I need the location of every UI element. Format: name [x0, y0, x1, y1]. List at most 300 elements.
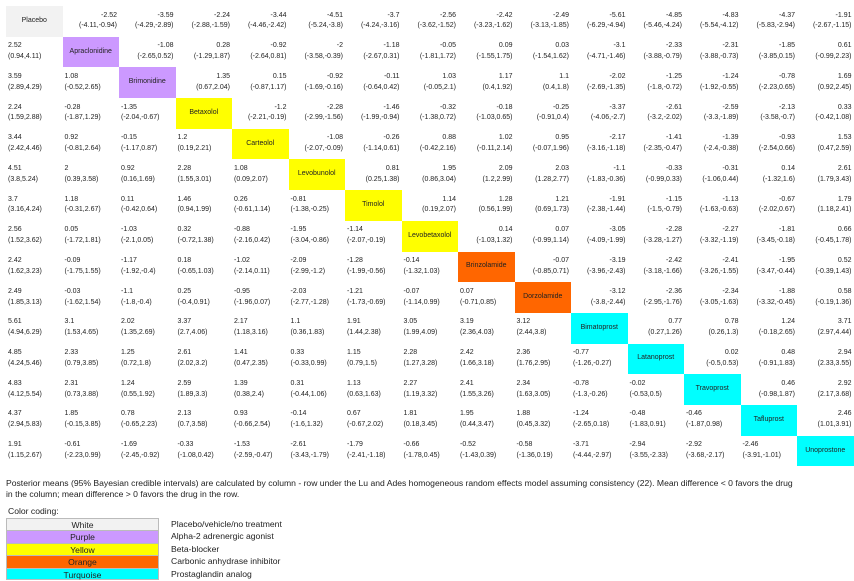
- cell-interval: (-2.41,-1.18): [347, 451, 386, 459]
- cell-interval: (0.72,1.8): [121, 359, 151, 367]
- cell-mean: -2.94: [629, 441, 646, 449]
- cell-interval: (-2.45,-0.92): [121, 451, 160, 459]
- table-cell: [571, 37, 628, 68]
- cell-mean: 2.17: [234, 318, 248, 326]
- cell-mean: -5.61: [609, 11, 626, 19]
- cell-mean: -0.81: [290, 195, 307, 203]
- table-cell: [232, 252, 289, 283]
- table-cell: [176, 344, 233, 375]
- cell-mean: -0.07: [403, 287, 420, 295]
- cell-interval: (-4.06,-2.7): [590, 114, 626, 122]
- table-cell: [628, 436, 685, 467]
- cell-mean: -2.28: [327, 103, 343, 111]
- table-cell: [515, 98, 572, 129]
- cell-interval: (-0.98,1.87): [758, 390, 795, 398]
- table-row: [6, 282, 854, 313]
- cell-interval: (-1.63,-0.63): [699, 206, 739, 214]
- cell-mean: 4.51: [8, 164, 22, 172]
- table-cell: [63, 313, 120, 344]
- cell-mean: 1.14: [442, 195, 456, 203]
- table-cell: [63, 405, 120, 436]
- cell-mean: 0.15: [272, 72, 287, 80]
- cell-interval: (-1.73,-0.69): [347, 298, 386, 306]
- table-cell: [232, 282, 289, 313]
- cell-interval: (-1.83,-0.36): [586, 175, 626, 183]
- table-cell: [741, 159, 798, 190]
- drug-label: Tafluprost: [741, 405, 798, 436]
- cell-mean: -0.05: [440, 42, 456, 50]
- cell-mean: -0.66: [403, 441, 420, 449]
- cell-mean: -0.03: [64, 287, 81, 295]
- cell-mean: 0.18: [177, 257, 192, 264]
- cell-mean: -4.83: [722, 11, 739, 19]
- table-cell: [63, 67, 120, 98]
- cell-mean: 1.21: [555, 195, 569, 203]
- table-cell: [684, 405, 741, 436]
- cell-interval: (-0.71,0.85): [460, 298, 497, 306]
- table-cell: [515, 37, 572, 68]
- table-cell: [232, 98, 289, 129]
- cell-mean: 0.33: [290, 349, 305, 357]
- cell-mean: -1.03: [121, 226, 137, 234]
- table-cell: [6, 252, 63, 283]
- cell-interval: (-0.52,2.65): [64, 83, 101, 91]
- cell-mean: -2.17: [609, 134, 626, 142]
- cell-mean: -0.02: [629, 379, 646, 387]
- cell-interval: (0.19,2.07): [422, 206, 456, 214]
- cell-interval: (-2.23,0.65): [758, 83, 795, 91]
- cell-interval: (-4.71,-1.46): [586, 53, 626, 61]
- cell-interval: (-0.91,0.4): [536, 114, 569, 122]
- cell-mean: 1.91: [8, 441, 22, 449]
- legend-row-purple: [6, 530, 506, 542]
- cell-interval: (0.38,2.4): [234, 390, 264, 398]
- table-cell: [345, 67, 402, 98]
- cell-mean: 1.95: [460, 410, 474, 418]
- cell-interval: (-0.42,1.08): [815, 114, 852, 122]
- cell-interval: (-1.14,0.61): [363, 145, 400, 153]
- legend-row-white: [6, 518, 506, 530]
- table-cell: [6, 436, 63, 467]
- table-row: [6, 344, 854, 375]
- cell-mean: 1.1: [559, 72, 569, 80]
- cell-mean: -0.33: [177, 441, 194, 449]
- cell-interval: (1.99,4.09): [403, 329, 438, 337]
- cell-mean: -0.92: [327, 72, 343, 80]
- table-cell: [741, 190, 798, 221]
- cell-mean: -2.36: [666, 287, 682, 295]
- table-cell: [119, 98, 176, 129]
- legend-title: Color coding:: [8, 506, 59, 516]
- table-cell: [684, 6, 741, 37]
- cell-mean: 1.79: [837, 195, 852, 203]
- cell-interval: (-2.14,0.11): [234, 267, 270, 275]
- cell-mean: 2.42: [8, 257, 22, 264]
- cell-interval: (-1.69,-0.16): [304, 83, 343, 91]
- cell-interval: (0.63,1.63): [347, 390, 381, 398]
- cell-mean: -0.93: [779, 134, 795, 142]
- table-cell: [571, 405, 628, 436]
- cell-interval: (-1.96,0.07): [234, 298, 271, 306]
- table-cell: [797, 67, 854, 98]
- cell-interval: (1.63,3.05): [516, 390, 551, 398]
- table-cell: [232, 374, 289, 405]
- cell-interval: (1.18,3.16): [234, 329, 268, 337]
- cell-interval: (-1.32,1.6): [762, 175, 795, 183]
- drug-label: Bimatoprost: [571, 313, 628, 344]
- table-cell: [176, 6, 233, 37]
- cell-mean: 1.88: [516, 410, 531, 418]
- table-cell: [741, 37, 798, 68]
- table-cell: [515, 344, 572, 375]
- cell-interval: (0.79,1.5): [347, 359, 377, 367]
- cell-interval: (0.67,2.04): [196, 83, 230, 91]
- cell-interval: (2.17,3.68): [817, 390, 852, 398]
- table-cell: [6, 282, 63, 313]
- cell-interval: (-3.32,-1.19): [699, 237, 739, 245]
- table-cell: [119, 313, 176, 344]
- table-cell: [232, 190, 289, 221]
- cell-interval: (-0.91,1.83): [758, 359, 795, 367]
- cell-mean: -4.85: [666, 11, 682, 19]
- table-cell: [402, 67, 459, 98]
- cell-mean: -2.03: [290, 287, 307, 295]
- table-cell: [628, 282, 685, 313]
- cell-interval: (-2.88,-1.59): [191, 22, 230, 30]
- table-row: [6, 67, 854, 98]
- cell-interval: (-0.85,0.71): [532, 267, 569, 275]
- table-cell: [741, 252, 798, 283]
- table-cell: [797, 37, 854, 68]
- table-cell: [232, 405, 289, 436]
- table-cell: [176, 129, 233, 160]
- cell-mean: 0.78: [121, 410, 135, 418]
- legend-row-orange: [6, 555, 506, 567]
- drug-label: Timolol: [345, 190, 402, 221]
- cell-mean: -3.37: [609, 103, 626, 111]
- cell-mean: -2.61: [290, 441, 307, 449]
- table-cell: [571, 221, 628, 252]
- cell-mean: -1.28: [347, 257, 363, 264]
- table-cell: [628, 190, 685, 221]
- cell-interval: (0.94,4.11): [8, 53, 42, 61]
- table-cell: [119, 129, 176, 160]
- table-row: [6, 436, 854, 467]
- cell-mean: 1.1: [290, 318, 301, 326]
- cell-interval: (-2.16,0.42): [234, 237, 271, 245]
- table-cell: [684, 190, 741, 221]
- cell-interval: (2.02,3.2): [177, 359, 208, 367]
- cell-mean: 0.92: [64, 134, 79, 142]
- cell-mean: -4.51: [327, 11, 343, 19]
- table-cell: [63, 282, 120, 313]
- cell-mean: 1.02: [498, 134, 513, 142]
- cell-interval: (-1.5,-0.79): [647, 206, 682, 214]
- table-cell: [741, 374, 798, 405]
- cell-mean: 0.07: [460, 287, 474, 295]
- cell-mean: 0.25: [177, 287, 192, 295]
- table-cell: [402, 405, 459, 436]
- cell-interval: (-1.38,0.72): [419, 114, 456, 122]
- table-cell: [741, 67, 798, 98]
- table-row: [6, 252, 854, 283]
- cell-mean: -1.1: [121, 287, 134, 295]
- table-cell: [515, 190, 572, 221]
- cell-mean: 0.28: [216, 42, 230, 50]
- cell-interval: (0.09,2.07): [234, 175, 268, 183]
- cell-interval: (-1.92,-0.4): [121, 267, 156, 275]
- table-cell: [628, 405, 685, 436]
- table-cell: [515, 6, 572, 37]
- cell-interval: (0.45,3.32): [516, 421, 551, 429]
- table-cell: [345, 252, 402, 283]
- cell-interval: (-2.54,0.66): [758, 145, 795, 153]
- cell-interval: (-1.06,0.44): [702, 175, 739, 183]
- cell-mean: 1.95: [442, 164, 456, 172]
- table-cell: [6, 67, 63, 98]
- cell-mean: 0.81: [385, 164, 400, 172]
- table-cell: [458, 129, 515, 160]
- cell-interval: (-0.33,0.99): [290, 359, 327, 367]
- cell-mean: 2.92: [837, 379, 852, 387]
- drug-label: Unoprostone: [797, 436, 854, 467]
- cell-interval: (-3.85,0.15): [758, 53, 795, 61]
- table-cell: [345, 221, 402, 252]
- cell-interval: (-3.2,-2.02): [647, 114, 682, 122]
- table-cell: [515, 67, 572, 98]
- cell-interval: (-3.16,-1.18): [586, 145, 626, 153]
- table-cell: [628, 313, 685, 344]
- cell-mean: -2.13: [779, 103, 795, 111]
- table-cell: [741, 6, 798, 37]
- table-cell: [176, 436, 233, 467]
- table-cell: [289, 67, 346, 98]
- cell-mean: 2.09: [498, 164, 513, 172]
- cell-interval: (-2.38,-1.44): [586, 206, 626, 214]
- cell-interval: (-3.26,-1.55): [699, 267, 739, 275]
- table-row: [6, 405, 854, 436]
- cell-interval: (-0.19,1.36): [815, 298, 852, 306]
- table-cell: [345, 405, 402, 436]
- cell-mean: -1.88: [779, 287, 795, 295]
- table-cell: [63, 374, 120, 405]
- cell-mean: -1.95: [290, 226, 307, 234]
- cell-interval: (-3.58,-0.7): [760, 114, 795, 122]
- cell-interval: (0.86,3.04): [422, 175, 456, 183]
- cell-interval: (-5.46,-4.24): [643, 22, 682, 30]
- table-row: [6, 221, 854, 252]
- cell-mean: -1.1: [613, 164, 626, 172]
- cell-interval: (-0.05,2.1): [423, 83, 456, 91]
- cell-interval: (-3.88,-0.73): [699, 53, 739, 61]
- cell-interval: (-0.44,1.06): [290, 390, 327, 398]
- table-row: [6, 159, 854, 190]
- cell-mean: 0.52: [837, 257, 852, 264]
- table-cell: [63, 190, 120, 221]
- cell-mean: -0.25: [553, 103, 569, 111]
- table-cell: [289, 37, 346, 68]
- cell-interval: (1.66,3.18): [460, 359, 494, 367]
- cell-mean: -0.95: [234, 287, 250, 295]
- table-cell: [232, 436, 289, 467]
- table-cell: [232, 344, 289, 375]
- cell-mean: -2.34: [722, 287, 739, 295]
- cell-mean: 2.36: [516, 349, 531, 357]
- table-cell: [289, 221, 346, 252]
- table-cell: [684, 252, 741, 283]
- cell-mean: -1.24: [573, 410, 589, 418]
- cell-interval: (-0.99,1.14): [532, 237, 569, 245]
- cell-mean: -2.02: [609, 72, 626, 80]
- table-cell: [684, 344, 741, 375]
- cell-mean: -0.67: [779, 195, 795, 203]
- cell-mean: 0.78: [724, 318, 739, 326]
- cell-interval: (-2.35,-0.47): [643, 145, 682, 153]
- cell-interval: (-4.44,-2.97): [573, 451, 612, 459]
- legend-row-turquoise: [6, 568, 506, 580]
- table-row: [6, 129, 854, 160]
- cell-mean: -1.08: [327, 134, 343, 142]
- cell-interval: (-3.23,-1.62): [473, 22, 513, 30]
- cell-interval: (-1.92,-0.55): [699, 83, 739, 91]
- cell-interval: (1.35,2.69): [121, 329, 155, 337]
- cell-interval: (-4.24,-3.16): [360, 22, 400, 30]
- table-cell: [345, 344, 402, 375]
- cell-mean: -1.18: [383, 42, 400, 50]
- cell-mean: 3.71: [837, 318, 852, 326]
- cell-interval: (-1.08,0.42): [177, 451, 214, 459]
- cell-mean: 1.41: [234, 349, 248, 357]
- cell-mean: -1.85: [779, 42, 795, 50]
- cell-interval: (-0.61,1.14): [234, 206, 271, 214]
- cell-interval: (-1.03,1.32): [476, 237, 513, 245]
- cell-interval: (2.36,4.03): [460, 329, 494, 337]
- table-cell: [119, 6, 176, 37]
- cell-interval: (-1.36,0.19): [516, 451, 553, 459]
- cell-interval: (-2.21,-0.19): [247, 114, 287, 122]
- cell-mean: 0.09: [498, 42, 513, 50]
- cell-interval: (-3.18,-1.66): [643, 267, 682, 275]
- cell-mean: -0.58: [516, 441, 533, 449]
- cell-mean: -2.33: [666, 42, 682, 50]
- table-cell: [232, 221, 289, 252]
- cell-mean: -1.25: [666, 72, 682, 80]
- cell-mean: 2.61: [837, 164, 852, 172]
- cell-mean: 4.85: [8, 349, 22, 357]
- cell-mean: 3.19: [460, 318, 474, 326]
- cell-interval: (1.89,3.3): [177, 390, 208, 398]
- cell-interval: (-3.3,-1.89): [703, 114, 739, 122]
- cell-interval: (-4.11,-0.94): [79, 22, 117, 30]
- table-cell: [176, 37, 233, 68]
- cell-mean: -2.27: [722, 226, 739, 234]
- cell-interval: (0.18,3.45): [403, 421, 438, 429]
- cell-mean: 1.08: [64, 72, 79, 80]
- table-cell: [458, 37, 515, 68]
- cell-mean: -2.46: [742, 441, 759, 449]
- cell-mean: -1.39: [722, 134, 739, 142]
- cell-mean: 2.52: [8, 42, 22, 50]
- cell-mean: 5.61: [8, 318, 22, 326]
- cell-mean: 0.14: [498, 226, 513, 234]
- cell-interval: (4.94,6.29): [8, 329, 42, 337]
- table-cell: [345, 374, 402, 405]
- cell-interval: (-3.88,-0.79): [643, 53, 682, 61]
- cell-mean: 2.13: [177, 410, 192, 418]
- table-row: [6, 37, 854, 68]
- legend-desc-turquoise: Prostaglandin analog: [171, 568, 252, 579]
- table-cell: [345, 159, 402, 190]
- table-cell: [119, 405, 176, 436]
- cell-mean: -0.15: [121, 134, 137, 142]
- cell-mean: 0.26: [234, 195, 248, 203]
- cell-interval: (1.52,3.62): [8, 237, 42, 245]
- cell-interval: (-1.8,-0.4): [121, 298, 152, 306]
- cell-mean: -3.12: [609, 287, 626, 295]
- table-cell: [571, 129, 628, 160]
- cell-mean: 2.02: [121, 318, 135, 326]
- cell-interval: (-0.99,0.33): [645, 175, 682, 183]
- cell-interval: (1.79,3.43): [817, 175, 852, 183]
- table-cell: [232, 67, 289, 98]
- table-cell: [176, 190, 233, 221]
- cell-interval: (-1.81,1.72): [419, 53, 456, 61]
- table-cell: [741, 282, 798, 313]
- table-cell: [571, 67, 628, 98]
- cell-interval: (2.44,3.8): [516, 329, 547, 337]
- cell-mean: -0.14: [290, 410, 307, 418]
- cell-interval: (-6.29,-4.94): [586, 22, 626, 30]
- table-cell: [345, 129, 402, 160]
- drug-label: Latanoprost: [628, 344, 685, 375]
- cell-mean: -0.33: [666, 164, 682, 172]
- table-cell: [458, 313, 515, 344]
- cell-interval: (3.16,4.24): [8, 206, 42, 214]
- cell-interval: (-0.18,2.65): [758, 329, 795, 337]
- table-cell: [571, 252, 628, 283]
- cell-interval: (-1.6,1.32): [290, 421, 323, 429]
- legend-desc-yellow: Beta-blocker: [171, 543, 220, 554]
- table-cell: [402, 282, 459, 313]
- cell-mean: -3.1: [613, 42, 626, 50]
- cell-mean: 0.14: [781, 164, 795, 172]
- cell-mean: 1.13: [347, 379, 361, 387]
- table-cell: [797, 344, 854, 375]
- cell-mean: -2.56: [440, 11, 456, 19]
- cell-mean: 2.31: [64, 379, 79, 387]
- table-cell: [797, 6, 854, 37]
- cell-interval: (-1.17,0.87): [121, 145, 158, 153]
- cell-mean: -1.91: [835, 11, 852, 19]
- cell-mean: 4.37: [8, 410, 22, 418]
- cell-mean: -1.46: [383, 103, 400, 111]
- cell-interval: (0.44,3.47): [460, 421, 494, 429]
- cell-interval: (-0.65,2.23): [121, 421, 158, 429]
- table-cell: [628, 98, 685, 129]
- cell-interval: (-0.15,3.85): [64, 421, 101, 429]
- table-cell: [402, 98, 459, 129]
- table-cell: [6, 221, 63, 252]
- cell-interval: (1.85,3.13): [8, 298, 42, 306]
- cell-mean: -0.26: [383, 134, 400, 142]
- cell-interval: (0.4,1.8): [542, 83, 569, 91]
- cell-mean: -1.95: [779, 257, 795, 264]
- cell-mean: -0.52: [460, 441, 476, 449]
- cell-interval: (0.36,1.83): [290, 329, 325, 337]
- cell-mean: 2.03: [555, 164, 569, 172]
- table-cell: [119, 37, 176, 68]
- cell-interval: (-1.78,0.45): [403, 451, 440, 459]
